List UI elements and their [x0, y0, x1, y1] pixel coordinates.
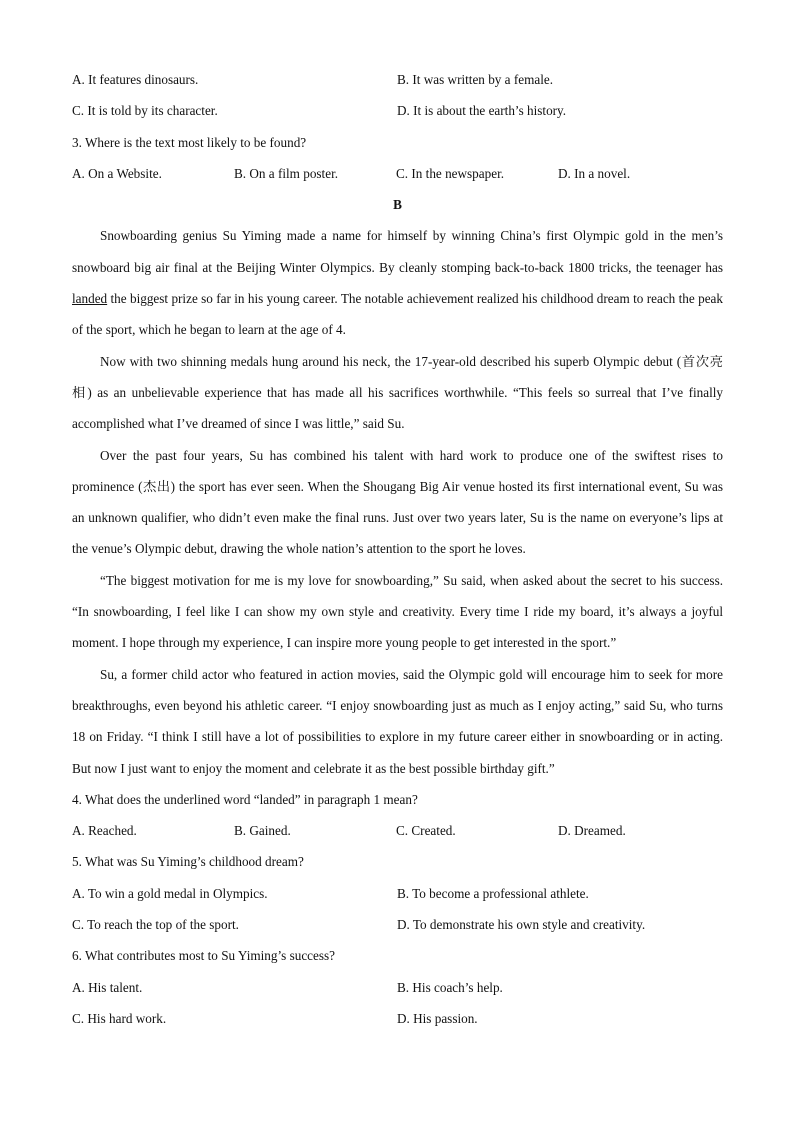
option-b: B. It was written by a female.	[397, 72, 554, 87]
option-c: C. Created.	[396, 823, 456, 839]
option-a: A. It features dinosaurs.	[72, 72, 199, 87]
option-a: A. His talent.	[72, 979, 143, 995]
question-5-options-row-2	[72, 909, 723, 940]
question-3-options	[72, 158, 723, 189]
section-heading: B	[393, 197, 402, 213]
passage-paragraph-4: “The biggest motivation for me is my love for snowboarding,” Su said, when asked about the secret to his success. “In snowboarding, I feel like I can show my own style and creativity. Every time I ride my board, it’s always a joyful moment. I hope through my experience, I can inspire more young people to get interested in the sport.”	[72, 572, 723, 651]
option-c: C. It is told by its character.	[72, 103, 218, 119]
question-6-options-row-2	[72, 1003, 723, 1034]
paragraph-1-text-start: Snowboarding genius Su Yiming made a name for himself by winning China’s first Olympic gold in the men’s snowboard big air final at the Beijing Winter Olympics. By cleanly stomping back-to-back 1800 tricks, the teenager has	[72, 228, 723, 275]
option-a: A. On a Website.	[72, 165, 162, 181]
option-d: D. His passion.	[397, 1010, 478, 1026]
question-3-stem: 3. Where is the text most likely to be found?	[72, 134, 307, 150]
question-4-options	[72, 815, 723, 846]
option-c: C. In the newspaper.	[396, 165, 505, 181]
passage-paragraph-1	[72, 220, 723, 345]
question-4-stem: 4. What does the underlined word “landed” in paragraph 1 mean?	[72, 791, 418, 807]
question-5-options-row-1	[72, 878, 723, 909]
question-6-options-row-1	[72, 972, 723, 1003]
option-d: D. In a novel.	[558, 165, 631, 181]
option-b: B. His coach’s help.	[397, 979, 503, 995]
option-b: B. Gained.	[234, 823, 291, 839]
option-c: C. His hard work.	[72, 1010, 167, 1026]
paragraph-1-text-end: the biggest prize so far in his young career. The notable achievement realized his childhood dream to reach the peak of the sport, which he began to learn at the age of 4.	[72, 291, 723, 338]
option-b: B. To become a professional athlete.	[397, 885, 589, 901]
prev-question-options-row-2	[72, 95, 723, 126]
passage-paragraph-2: Now with two shinning medals hung around his neck, the 17-year-old described his superb Olympic debut (首次亮相) as an unbelievable experience that has made all his sacrifices worthwhile. “This feels so surreal that I’ve finally accomplished what I’ve dreamed of since I was little,” said Su.	[72, 353, 723, 432]
passage-paragraph-3: Over the past four years, Su has combined his talent with hard work to produce one of the swiftest rises to prominence (杰出) the sport has ever seen. When the Shougang Big Air venue hosted its first international event, Su was an unknown qualifier, who didn’t even make the final runs. Just over two years later, Su is the name on everyone’s lips at the venue’s Olympic debut, drawing the whole nation’s attention to the sport he loves.	[72, 447, 723, 557]
option-c: C. To reach the top of the sport.	[72, 917, 239, 933]
question-6-stem: 6. What contributes most to Su Yiming’s success?	[72, 948, 335, 964]
underlined-word: landed	[72, 291, 108, 307]
option-d: D. Dreamed.	[558, 823, 626, 839]
prev-question-options-row-1	[72, 64, 723, 95]
option-a: A. Reached.	[72, 823, 137, 839]
option-d: D. It is about the earth’s history.	[397, 103, 567, 119]
exam-page	[72, 64, 723, 1034]
option-b: B. On a film poster.	[234, 165, 339, 181]
passage-paragraph-5: Su, a former child actor who featured in action movies, said the Olympic gold will encourage him to seek for more breakthroughs, even beyond his athletic career. “I enjoy snowboarding just as much as I enjoy acting,” said Su, who turns 18 on Friday. “I think I still have a lot of possibilities to explore in my future career either in snowboarding or in acting. But now I just want to enjoy the moment and celebrate it as the best possible birthday gift.”	[72, 666, 723, 776]
option-a: A. To win a gold medal in Olympics.	[72, 885, 268, 901]
question-5-stem: 5. What was Su Yiming’s childhood dream?	[72, 854, 304, 870]
option-d: D. To demonstrate his own style and creativity.	[397, 917, 646, 933]
